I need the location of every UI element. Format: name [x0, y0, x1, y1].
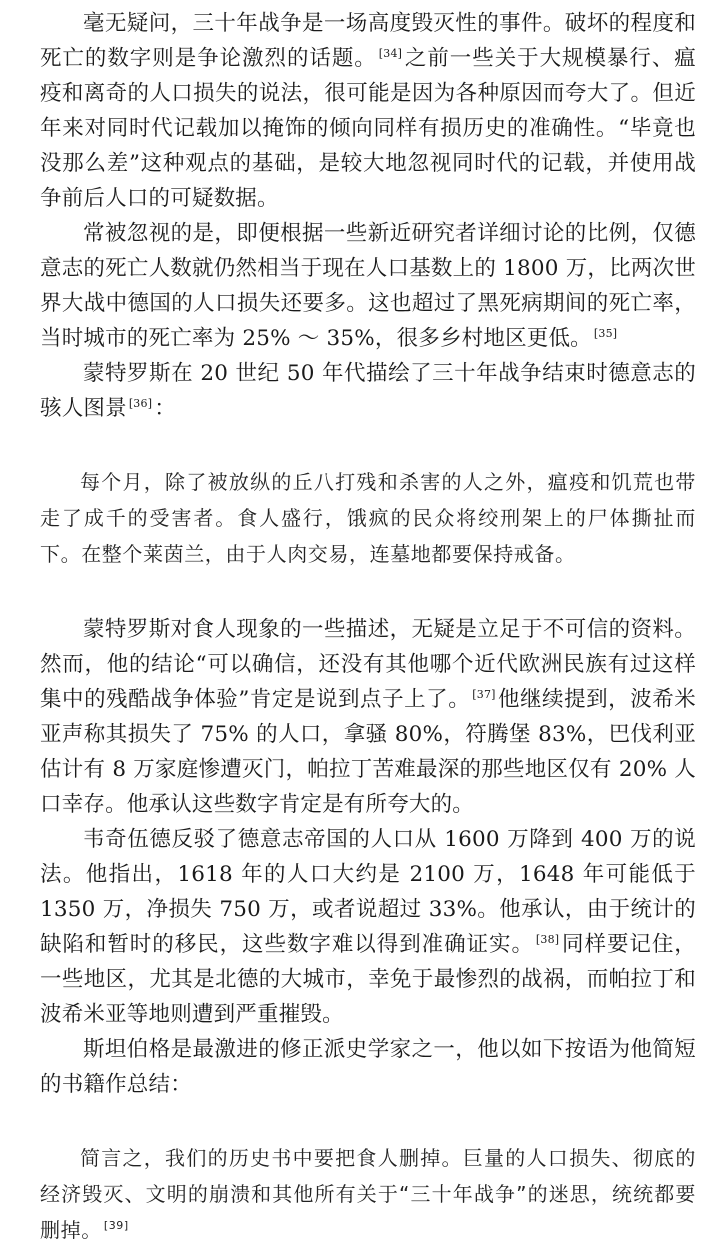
paragraph-steinberg-intro — [40, 1032, 696, 1102]
footnote-ref-38: [38] — [535, 932, 560, 946]
text-segment: 他继续提到，波希米亚声称其损失了 75% 的人口，拿骚 80%，符腾堡 83%，巴伐利亚估计有 8 万家庭惨遭灭门，帕拉丁苦难最深的那些地区仅有 20% 人口幸存。他承认这些数字肯定是有所夸大的。 — [40, 687, 696, 817]
footnote-ref-37: [37] — [472, 687, 496, 701]
block-quote-steinberg — [40, 1140, 696, 1248]
paragraph-cannibalism-sources — [40, 612, 696, 822]
spacer — [40, 572, 696, 612]
text-segment: ： — [154, 396, 176, 421]
paragraph-death-toll — [40, 216, 696, 356]
quote-text: 简言之，我们的历史书中要把食人删掉。巨量的人口损失、彻底的经济毁灭、文明的崩溃和其他所有关于“三十年战争”的迷思，统统都要删掉。 — [40, 1146, 696, 1242]
footnote-ref-39: [39] — [103, 1219, 129, 1233]
text-segment: 常被忽视的是，即便根据一些新近研究者详细讨论的比例，仅德意志的死亡人数就仍然相当于现在人口基数上的 1800 万，比两次世界大战中德国的人口损失还要多。这也超过了黑死病期间的死亡率，当时城市的死亡率为 25% ～ 35%，很多乡村地区更低。 — [40, 221, 696, 351]
footnote-ref-35: [35] — [593, 326, 618, 340]
text-segment: 毫无疑问，三十年战争是一场高度毁灭性的事件。破坏的程度和死亡的数字则是争论激烈的话题。 — [40, 11, 696, 71]
footnote-ref-36: [36] — [128, 396, 153, 410]
text-segment: 同样要记住，一些地区，尤其是北德的大城市，幸免于最惨烈的战祸，而帕拉丁和波希米亚等地则遭到严重摧毁。 — [40, 932, 696, 1027]
paragraph-destruction-debate — [40, 6, 696, 216]
paragraph-montross-intro — [40, 356, 696, 426]
spacer — [40, 426, 696, 464]
paragraph-wedgwood — [40, 822, 696, 1032]
spacer — [40, 1102, 696, 1140]
quote-text: 每个月，除了被放纵的丘八打残和杀害的人之外，瘟疫和饥荒也带走了成千的受害者。食人盛行，饿疯的民众将绞刑架上的尸体撕扯而下。在整个莱茵兰，由于人肉交易，连墓地都要保持戒备。 — [40, 470, 696, 566]
footnote-ref-34: [34] — [378, 46, 403, 60]
text-segment: 之前一些关于大规模暴行、瘟疫和离奇的人口损失的说法，很可能是因为各种原因而夸大了。但近年来对同时代记载加以掩饰的倾向同样有损历史的准确性。“毕竟也没那么差”这种观点的基础，是较大地忽视同时代的记载，并使用战争前后人口的可疑数据。 — [40, 46, 696, 211]
text-segment: 蒙特罗斯对食人现象的一些描述，无疑是立足于不可信的资料。然而，他的结论“可以确信，还没有其他哪个近代欧洲民族有过这样集中的残酷战争体验”肯定是说到点子上了。 — [40, 617, 696, 712]
text-segment: 蒙特罗斯在 20 世纪 50 年代描绘了三十年战争结束时德意志的骇人图景 — [40, 361, 696, 421]
text-segment: 韦奇伍德反驳了德意志帝国的人口从 1600 万降到 400 万的说法。他指出，1618 年的人口大约是 2100 万，1648 年可能低于 1350 万，净损失 750 万，或者说超过 33%。他承认，由于统计的缺陷和暂时的移民，这些数字难以得到准确证实。 — [40, 827, 696, 957]
block-quote-montross — [40, 464, 696, 572]
text-segment: 斯坦伯格是最激进的修正派史学家之一，他以如下按语为他简短的书籍作总结： — [40, 1037, 696, 1097]
